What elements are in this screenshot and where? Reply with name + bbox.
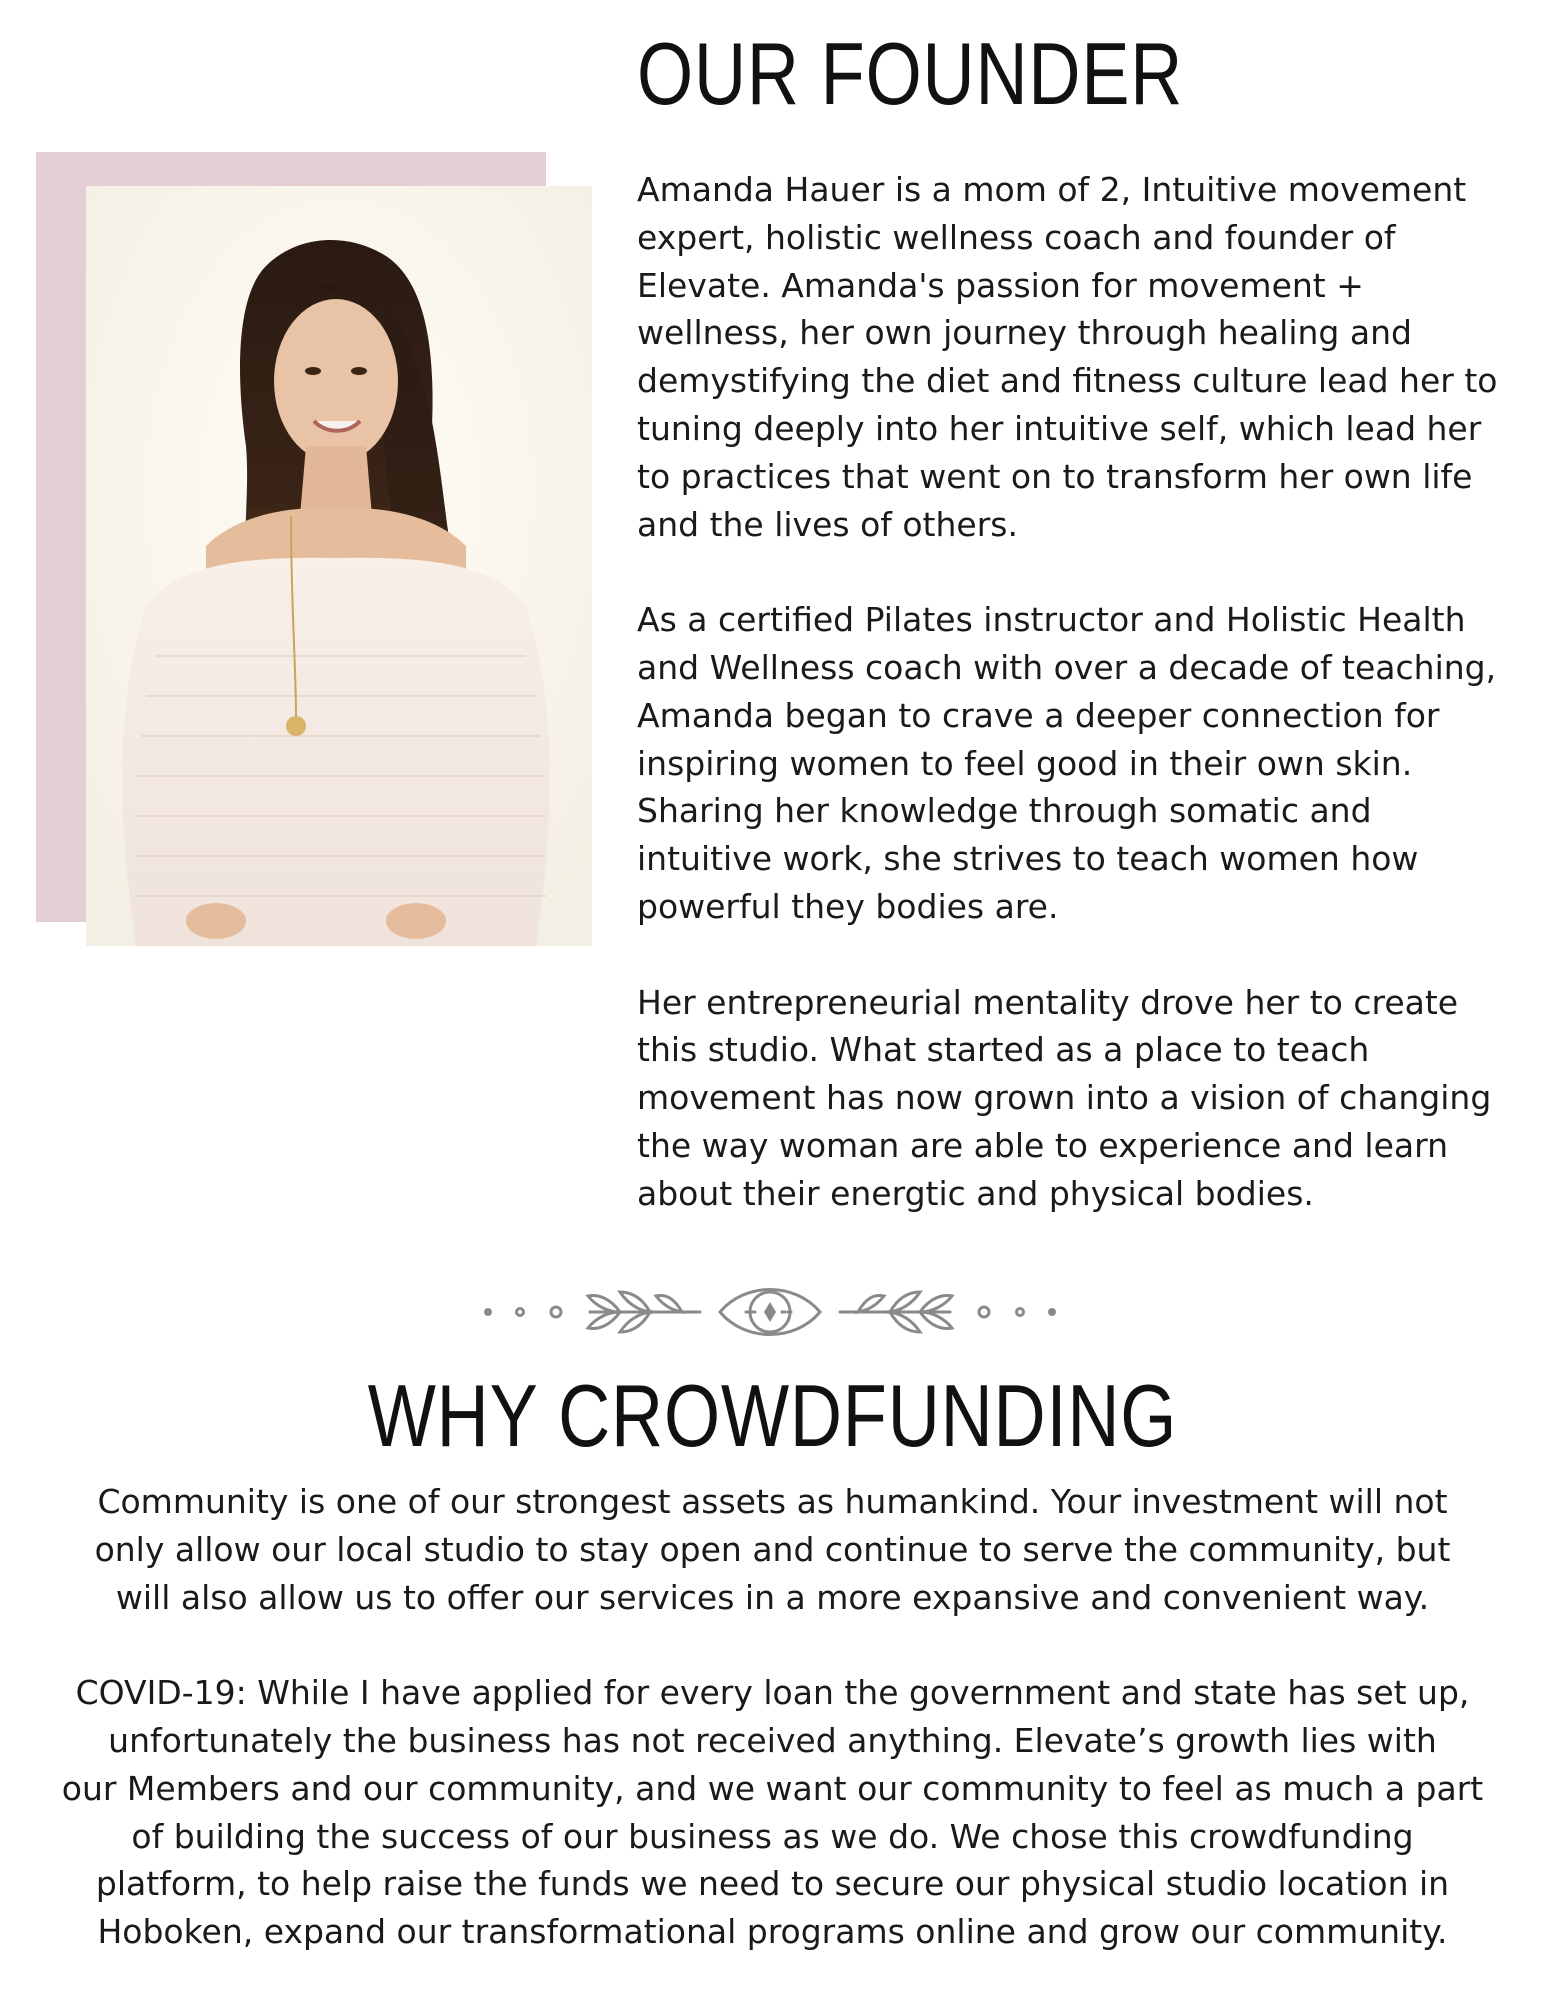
crowdfunding-paragraph-1: Community is one of our strongest assets as humankind. Your investment will not only allow our local studio to stay open and continue to serve the community, but will also allow us to offer our services in a more expansive and convenient way. xyxy=(94,1482,1451,1617)
eye-laurel-ornament-icon xyxy=(470,1270,1070,1350)
crowdfunding-body xyxy=(40,1478,1505,2004)
crowdfunding-paragraph-2: COVID-19: While I have applied for every loan the government and state has set up, unfortunately the business has not received anything. Elevate’s growth lies with our Members and our community, and we want our community to feel as much a part of building the success of our business as we do. We chose this crowdfunding platform, to help raise the funds we need to secure our physical studio location in Hoboken, expand our transformational programs online and grow our community. xyxy=(61,1673,1484,1952)
crowdfunding-heading: WHY CROWDFUNDING xyxy=(367,1366,1178,1465)
founder-portrait-icon xyxy=(86,186,592,946)
founder-bio-paragraph-1: Amanda Hauer is a mom of 2, Intuitive movement expert, holistic wellness coach and founder of Elevate. Amanda's passion for movement + wellness, her own journey through healing and demystifying the diet and fitness culture lead her to tuning deeply into her intuitive self, which lead her to practices that went on to transform her own life and the lives of others. xyxy=(637,170,1498,544)
founder-heading: OUR FOUNDER xyxy=(637,24,1184,123)
founder-bio xyxy=(637,166,1517,1265)
founder-bio-paragraph-2: As a certified Pilates instructor and Holistic Health and Wellness coach with over a decade of teaching, Amanda began to crave a deeper connection for inspiring women to feel good in their own skin. Sharing her knowledge through somatic and intuitive work, she strives to teach women how powerful they bodies are. xyxy=(637,600,1497,926)
founder-bio-paragraph-3: Her entrepreneurial mentality drove her to create this studio. What started as a place to teach movement has now grown into a vision of changing the way woman are able to experience and learn about their energtic and physical bodies. xyxy=(637,982,1492,1213)
founder-photo xyxy=(86,186,592,946)
